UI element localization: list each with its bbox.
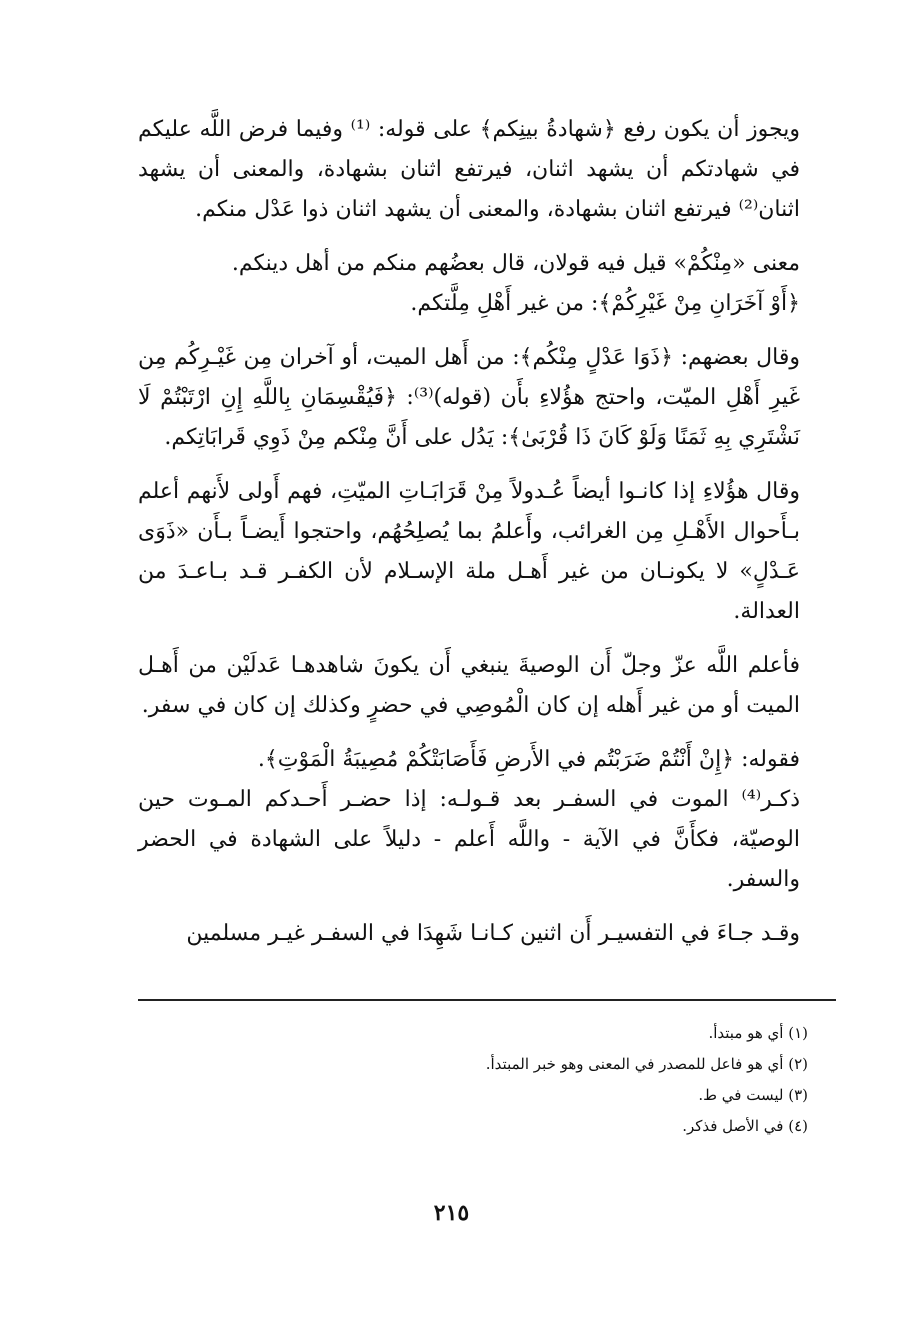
page-number: ٢١٥: [433, 1200, 470, 1226]
footnotes: [138, 1018, 808, 1142]
footnote-3: (٣) ليست في ط.: [698, 1086, 808, 1104]
paragraph-8: ذكـر⁽⁴⁾ الموت في السفـر بعد قـولـه: إذا حضـر أَحـدكم المـوت حين الوصيّة، فكأَنَّ في الآية - واللَّه أَعلم - دليلاً على الشهادة في الحضر والسفر.: [138, 787, 800, 892]
footnote-2: (٢) أي هو فاعل للمصدر في المعنى وهو خبر المبتدأ.: [485, 1055, 808, 1073]
footnote-divider: [138, 999, 836, 1001]
footnote-4: (٤) في الأصل فذكر.: [682, 1117, 808, 1135]
paragraph-9: وقـد جـاءَ في التفسيـر أَن اثنين كـانـا شَهِدَا في السفـر غيـر مسلمين: [186, 921, 800, 946]
paragraph-5: وقال هؤُلاءِ إذا كانـوا أيضاً عُـدولاً مِنْ قَرَابَـاتِ الميّتِ، فهم أَولى لأَنهم أعلم بـأَحوال الأَهْـلِ مِن الغرائب، وأَعلمُ بما يُصلِحُهُم، واحتجوا أَيضـاً بـأَن «ذَوَى عَـدْلٍ» لا يكونـان من غير أَهـل ملة الإسـلام لأن الكفـر قـد بـاعـدَ من العدالة.: [138, 479, 800, 624]
paragraph-2: معنى «مِنْكُمْ» قيل فيه قولان، قال بعضُهم منكم من أهل دينكم.: [231, 251, 800, 276]
paragraph-1: ويجوز أن يكون رفع ﴿شهادةُ بينِكم﴾ على قوله: ⁽¹⁾ وفيما فرض اللَّه عليكم في شهادتكم أن يشهد اثنان، فيرتفع اثنان بشهادة، والمعنى أن يشهد اثنان⁽²⁾ فيرتفع اثنان بشهادة، والمعنى أن يشهد اثنان ذوا عَدْل منكم.: [138, 117, 800, 222]
paragraph-7: فقوله: ﴿إِنْ أَنْتُمْ ضَرَبْتُم في الأَرضِ فَأَصَابَتْكُمْ مُصِيبَةُ الْمَوْتِ﴾.: [257, 747, 800, 772]
paragraph-3: ﴿أَوْ آخَرَانِ مِنْ غَيْرِكُمْ﴾: من غير أَهْلِ مِلَّتكم.: [410, 291, 800, 316]
paragraph-6: فأعلم اللَّه عزّ وجلّ أَن الوصيةَ ينبغي أَن يكونَ شاهدهـا عَدلَيْن من أَهـل الميت أو من غير أَهله إن كان الْمُوصِي في حضرٍ وكذلك إن كان في سفر.: [138, 653, 800, 718]
main-text: [138, 110, 836, 968]
footnote-1: (١) أي هو مبتدأ.: [708, 1024, 808, 1042]
paragraph-4: وقال بعضهم: ﴿ذَوَا عَدْلٍ مِنْكُم﴾: من أَهل الميت، أو آخران مِن غَيْـرِكُم مِن غَيرِ أَهْلِ الميّت، واحتج هؤُلاءِ بأَن (قوله)⁽³⁾: ﴿فَيُقْسِمَانِ بِاللَّهِ إِنِ ارْتَبْتُمْ لَا نَشْتَرِي بِهِ ثَمَنًا وَلَوْ كَانَ ذَا قُرْبَىٰ﴾: يَدُل على أَنَّ مِنْكم مِنْ ذَوِي قَرابَاتِكم.: [138, 345, 800, 450]
